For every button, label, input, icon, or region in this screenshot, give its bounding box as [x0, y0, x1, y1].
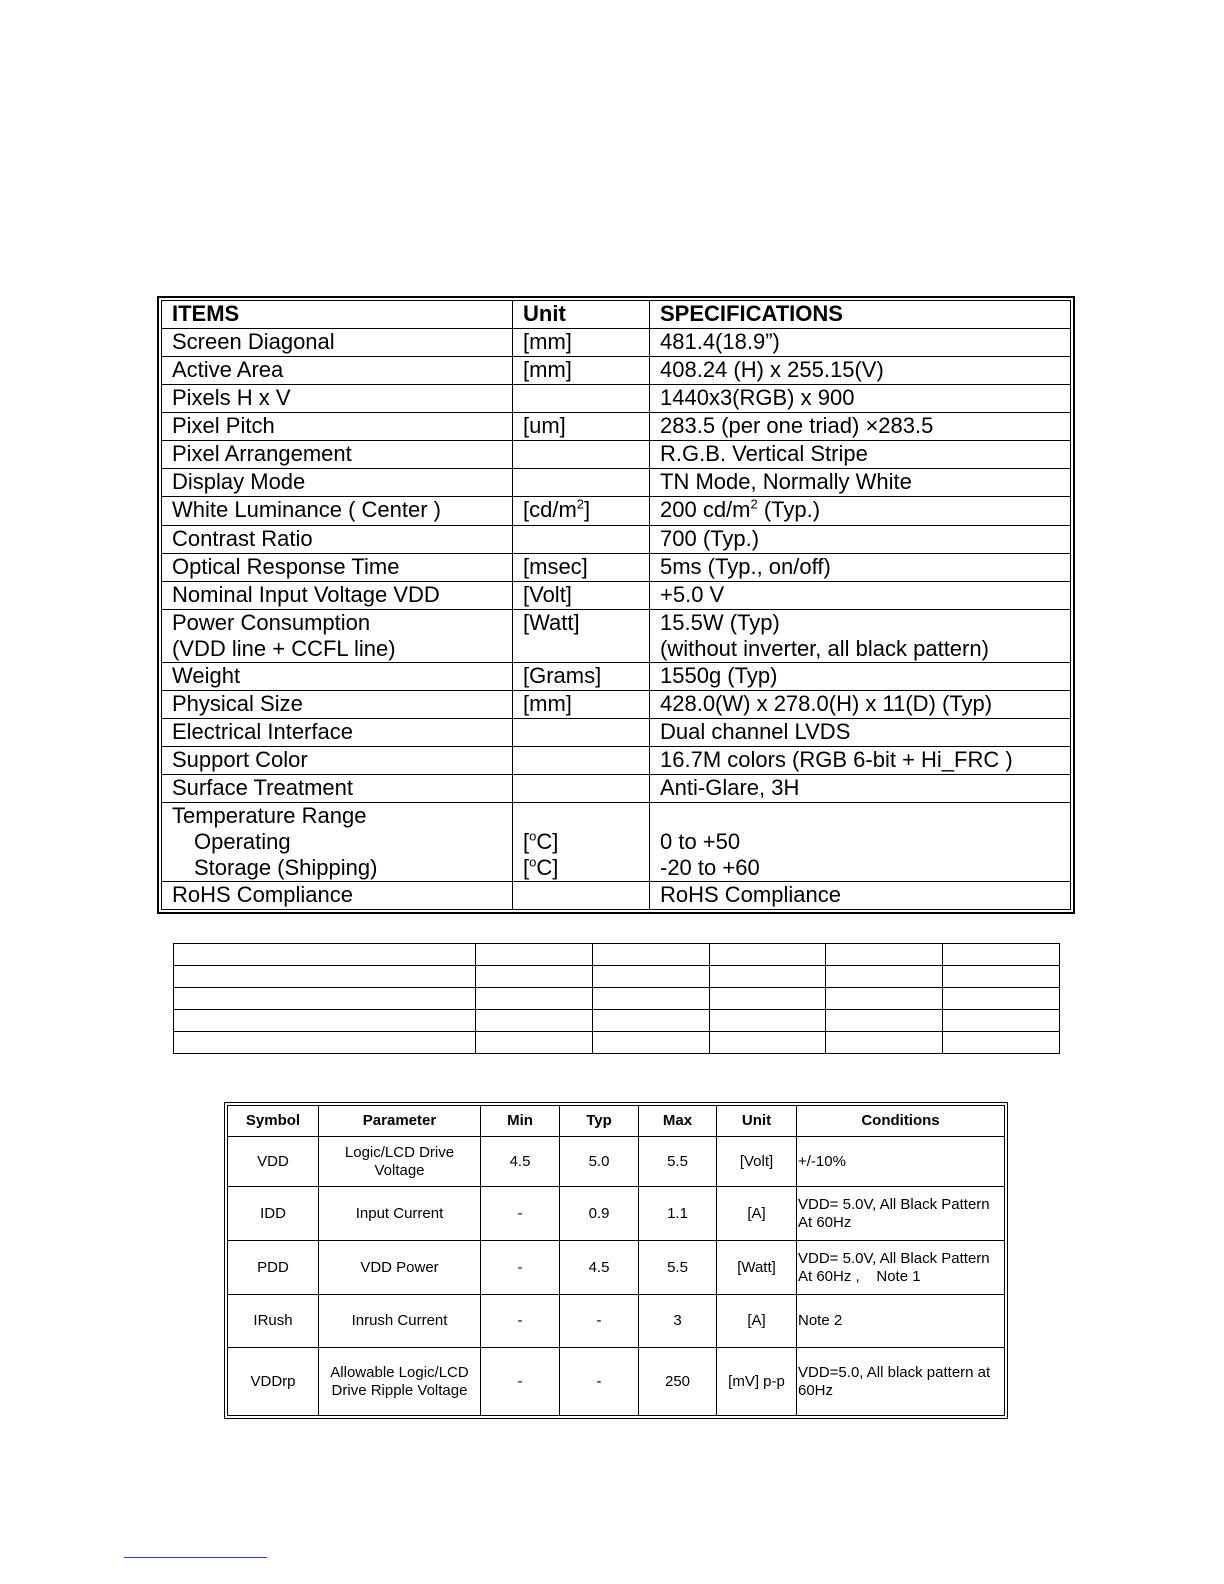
parameter-cell — [319, 1187, 481, 1241]
min-cell: - — [481, 1348, 560, 1416]
min-cell: - — [481, 1241, 560, 1295]
table-row — [162, 719, 1071, 747]
typ-cell: 4.5 — [560, 1241, 639, 1295]
conditions-cell — [797, 1295, 1005, 1348]
parameter-line: Allowable Logic/LCD — [330, 1363, 469, 1381]
min-cell: - — [481, 1187, 560, 1241]
parameter-cell — [319, 1348, 481, 1416]
item-line: Power Consumption — [172, 610, 371, 635]
item-subline: Storage (Shipping) — [194, 855, 378, 880]
table-row — [162, 526, 1071, 554]
spec-line: -20 to +60 — [660, 855, 760, 880]
table-row — [162, 441, 1071, 469]
unit-cell — [513, 385, 650, 413]
conditions-line: Note 2 — [798, 1312, 843, 1329]
unit-cell — [513, 719, 650, 747]
conditions-cell — [797, 1137, 1005, 1187]
spec-cell — [650, 610, 1071, 663]
conditions-line: VDD=5.0, All black pattern at — [798, 1363, 991, 1381]
typ-cell: - — [560, 1295, 639, 1348]
unit-cell: [Grams] — [513, 663, 650, 691]
empty-cell — [826, 1010, 943, 1032]
spec-cell: TN Mode, Normally White — [650, 469, 1071, 497]
item-cell — [162, 610, 513, 663]
spec-text: 200 cd/m — [660, 497, 751, 522]
spec-text: (Typ.) — [757, 497, 821, 522]
item-cell: Pixels H x V — [162, 385, 513, 413]
empty-cell — [826, 944, 943, 966]
unit-cell: [mm] — [513, 329, 650, 357]
unit-cell: [A] — [717, 1187, 797, 1241]
empty-grid-table — [173, 943, 1060, 1054]
conditions-line: 60Hz — [798, 1381, 834, 1399]
spec-cell: RoHS Compliance — [650, 882, 1071, 910]
empty-cell — [709, 988, 826, 1010]
empty-cell — [826, 966, 943, 988]
table-row — [228, 1241, 1005, 1295]
empty-cell — [709, 966, 826, 988]
symbol-cell: IRush — [228, 1295, 319, 1348]
unit-cell — [513, 526, 650, 554]
item-cell: RoHS Compliance — [162, 882, 513, 910]
superscript: 2 — [576, 496, 585, 512]
unit-text: [ — [523, 855, 530, 880]
item-cell: Pixel Pitch — [162, 413, 513, 441]
spec-cell: 428.0(W) x 278.0(H) x 11(D) (Typ) — [650, 691, 1071, 719]
table-row — [162, 663, 1071, 691]
empty-cell — [592, 966, 709, 988]
unit-text: [cd/m — [523, 497, 577, 522]
item-cell: Optical Response Time — [162, 554, 513, 582]
table-row — [162, 803, 1071, 882]
conditions-line: +/-10% — [798, 1152, 846, 1170]
empty-cell — [174, 966, 476, 988]
unit-cell — [513, 882, 650, 910]
item-cell: Screen Diagonal — [162, 329, 513, 357]
empty-cell — [476, 988, 593, 1010]
unit-text: ] — [584, 497, 591, 522]
unit-cell: [mm] — [513, 357, 650, 385]
header-unit: Unit — [513, 301, 650, 329]
table-row — [162, 554, 1071, 582]
symbol-cell: PDD — [228, 1241, 319, 1295]
superscript: o — [529, 854, 537, 870]
item-cell: Display Mode — [162, 469, 513, 497]
conditions-line: At 60Hz , Note 1 — [798, 1267, 921, 1285]
empty-cell — [709, 1032, 826, 1054]
spec-line: 15.5W (Typ) — [660, 610, 780, 635]
unit-cell: [mm] — [513, 691, 650, 719]
typ-cell: 0.9 — [560, 1187, 639, 1241]
item-cell: Contrast Ratio — [162, 526, 513, 554]
footer-link-underline — [124, 1557, 267, 1558]
table-row — [162, 610, 1071, 663]
item-subline: Operating — [194, 829, 291, 854]
empty-cell — [174, 1032, 476, 1054]
spec-line: 0 to +50 — [660, 829, 741, 854]
unit-cell: [Watt] — [717, 1241, 797, 1295]
max-cell: 1.1 — [639, 1187, 717, 1241]
item-line: Temperature Range — [172, 803, 367, 828]
unit-cell: [A] — [717, 1295, 797, 1348]
table-row — [174, 988, 1060, 1010]
empty-cell — [476, 966, 593, 988]
spec-cell: 283.5 (per one triad) ×283.5 — [650, 413, 1071, 441]
empty-cell — [943, 944, 1060, 966]
spec-line: (without inverter, all black pattern) — [660, 636, 989, 661]
conditions-line: VDD= 5.0V, All Black Pattern — [798, 1249, 990, 1267]
table-row — [162, 329, 1071, 357]
empty-cell — [476, 1010, 593, 1032]
spec-cell: 700 (Typ.) — [650, 526, 1071, 554]
max-cell: 3 — [639, 1295, 717, 1348]
empty-cell — [826, 1032, 943, 1054]
spec-cell: 408.24 (H) x 255.15(V) — [650, 357, 1071, 385]
parameter-line: Logic/LCD Drive — [344, 1143, 455, 1161]
spec-cell: +5.0 V — [650, 582, 1071, 610]
unit-cell — [513, 747, 650, 775]
parameter-line: Inrush Current — [351, 1312, 448, 1329]
empty-cell — [174, 1010, 476, 1032]
spec-line — [660, 803, 1070, 829]
header-specifications: SPECIFICATIONS — [650, 301, 1071, 329]
spec-cell: 1440x3(RGB) x 900 — [650, 385, 1071, 413]
symbol-cell: VDDrp — [228, 1348, 319, 1416]
parameter-cell — [319, 1241, 481, 1295]
item-cell: Weight — [162, 663, 513, 691]
conditions-line: At 60Hz — [798, 1213, 852, 1231]
unit-cell — [513, 469, 650, 497]
unit-cell — [513, 803, 650, 882]
empty-cell — [826, 988, 943, 1010]
spec-cell: Dual channel LVDS — [650, 719, 1071, 747]
item-cell: Electrical Interface — [162, 719, 513, 747]
typ-cell: - — [560, 1348, 639, 1416]
superscript: o — [529, 828, 537, 844]
spec-cell: Anti-Glare, 3H — [650, 775, 1071, 803]
spec-cell: 1550g (Typ) — [650, 663, 1071, 691]
unit-cell: [Watt] — [513, 610, 650, 663]
unit-cell — [513, 497, 650, 526]
conditions-cell — [797, 1348, 1005, 1416]
spec-table — [157, 296, 1075, 914]
header-conditions: Conditions — [797, 1106, 1005, 1137]
item-cell: Surface Treatment — [162, 775, 513, 803]
unit-cell: [msec] — [513, 554, 650, 582]
table-row — [228, 1137, 1005, 1187]
table-row — [162, 775, 1071, 803]
item-cell: Nominal Input Voltage VDD — [162, 582, 513, 610]
unit-text: C] — [536, 829, 559, 854]
table-row — [162, 469, 1071, 497]
spec-cell — [650, 803, 1071, 882]
table-row — [174, 1032, 1060, 1054]
unit-cell — [513, 775, 650, 803]
item-cell: Active Area — [162, 357, 513, 385]
spec-cell: 481.4(18.9”) — [650, 329, 1071, 357]
unit-line — [523, 803, 649, 829]
min-cell: - — [481, 1295, 560, 1348]
table-row — [162, 413, 1071, 441]
empty-cell — [709, 944, 826, 966]
table-row — [228, 1295, 1005, 1348]
empty-cell — [592, 944, 709, 966]
unit-cell: [Volt] — [513, 582, 650, 610]
table-row — [162, 385, 1071, 413]
max-cell: 5.5 — [639, 1241, 717, 1295]
table-row — [174, 966, 1060, 988]
electrical-characteristics-table — [224, 1102, 1008, 1419]
parameter-line: Input Current — [355, 1204, 444, 1222]
unit-text: [ — [523, 829, 530, 854]
parameter-line: Voltage — [374, 1161, 425, 1179]
table-row — [174, 944, 1060, 966]
empty-cell — [476, 944, 593, 966]
unit-cell: [Volt] — [717, 1137, 797, 1187]
empty-cell — [174, 988, 476, 1010]
table-row — [174, 1010, 1060, 1032]
spec-cell: 5ms (Typ., on/off) — [650, 554, 1071, 582]
table-row — [162, 882, 1071, 910]
parameter-line: Drive Ripple Voltage — [331, 1381, 468, 1399]
min-cell: 4.5 — [481, 1137, 560, 1187]
table-row — [162, 357, 1071, 385]
empty-cell — [592, 1010, 709, 1032]
unit-text: C] — [536, 855, 559, 880]
conditions-cell — [797, 1187, 1005, 1241]
symbol-cell: VDD — [228, 1137, 319, 1187]
item-cell: Physical Size — [162, 691, 513, 719]
empty-cell — [943, 966, 1060, 988]
empty-cell — [174, 944, 476, 966]
empty-cell — [709, 1010, 826, 1032]
header-min: Min — [481, 1106, 560, 1137]
typ-cell: 5.0 — [560, 1137, 639, 1187]
unit-cell: [mV] p-p — [717, 1348, 797, 1416]
parameter-line: VDD Power — [360, 1258, 439, 1276]
unit-cell — [513, 441, 650, 469]
table-row — [162, 691, 1071, 719]
unit-line — [523, 829, 649, 855]
table-row — [162, 747, 1071, 775]
empty-cell — [943, 1032, 1060, 1054]
table-row — [228, 1187, 1005, 1241]
unit-line — [523, 855, 649, 881]
table-row — [162, 497, 1071, 526]
superscript: 2 — [750, 496, 758, 512]
header-symbol: Symbol — [228, 1106, 319, 1137]
item-line: (VDD line + CCFL line) — [172, 636, 396, 661]
spec-header-row — [162, 301, 1071, 329]
spec-cell: 16.7M colors (RGB 6-bit + Hi_FRC ) — [650, 747, 1071, 775]
table-row — [162, 582, 1071, 610]
conditions-cell — [797, 1241, 1005, 1295]
empty-cell — [476, 1032, 593, 1054]
max-cell: 5.5 — [639, 1137, 717, 1187]
header-items: ITEMS — [162, 301, 513, 329]
electrical-header-row — [228, 1106, 1005, 1137]
table-row — [228, 1348, 1005, 1416]
item-cell: White Luminance ( Center ) — [162, 497, 513, 526]
header-max: Max — [639, 1106, 717, 1137]
header-typ: Typ — [560, 1106, 639, 1137]
parameter-cell — [319, 1295, 481, 1348]
unit-cell: [um] — [513, 413, 650, 441]
empty-cell — [592, 988, 709, 1010]
parameter-cell — [319, 1137, 481, 1187]
conditions-line: VDD= 5.0V, All Black Pattern — [798, 1195, 990, 1213]
symbol-cell: IDD — [228, 1187, 319, 1241]
empty-cell — [943, 988, 1060, 1010]
header-parameter: Parameter — [319, 1106, 481, 1137]
item-cell: Support Color — [162, 747, 513, 775]
max-cell: 250 — [639, 1348, 717, 1416]
item-cell — [162, 803, 513, 882]
header-unit: Unit — [717, 1106, 797, 1137]
spec-cell — [650, 497, 1071, 526]
spec-cell: R.G.B. Vertical Stripe — [650, 441, 1071, 469]
item-cell: Pixel Arrangement — [162, 441, 513, 469]
empty-cell — [943, 1010, 1060, 1032]
empty-cell — [592, 1032, 709, 1054]
